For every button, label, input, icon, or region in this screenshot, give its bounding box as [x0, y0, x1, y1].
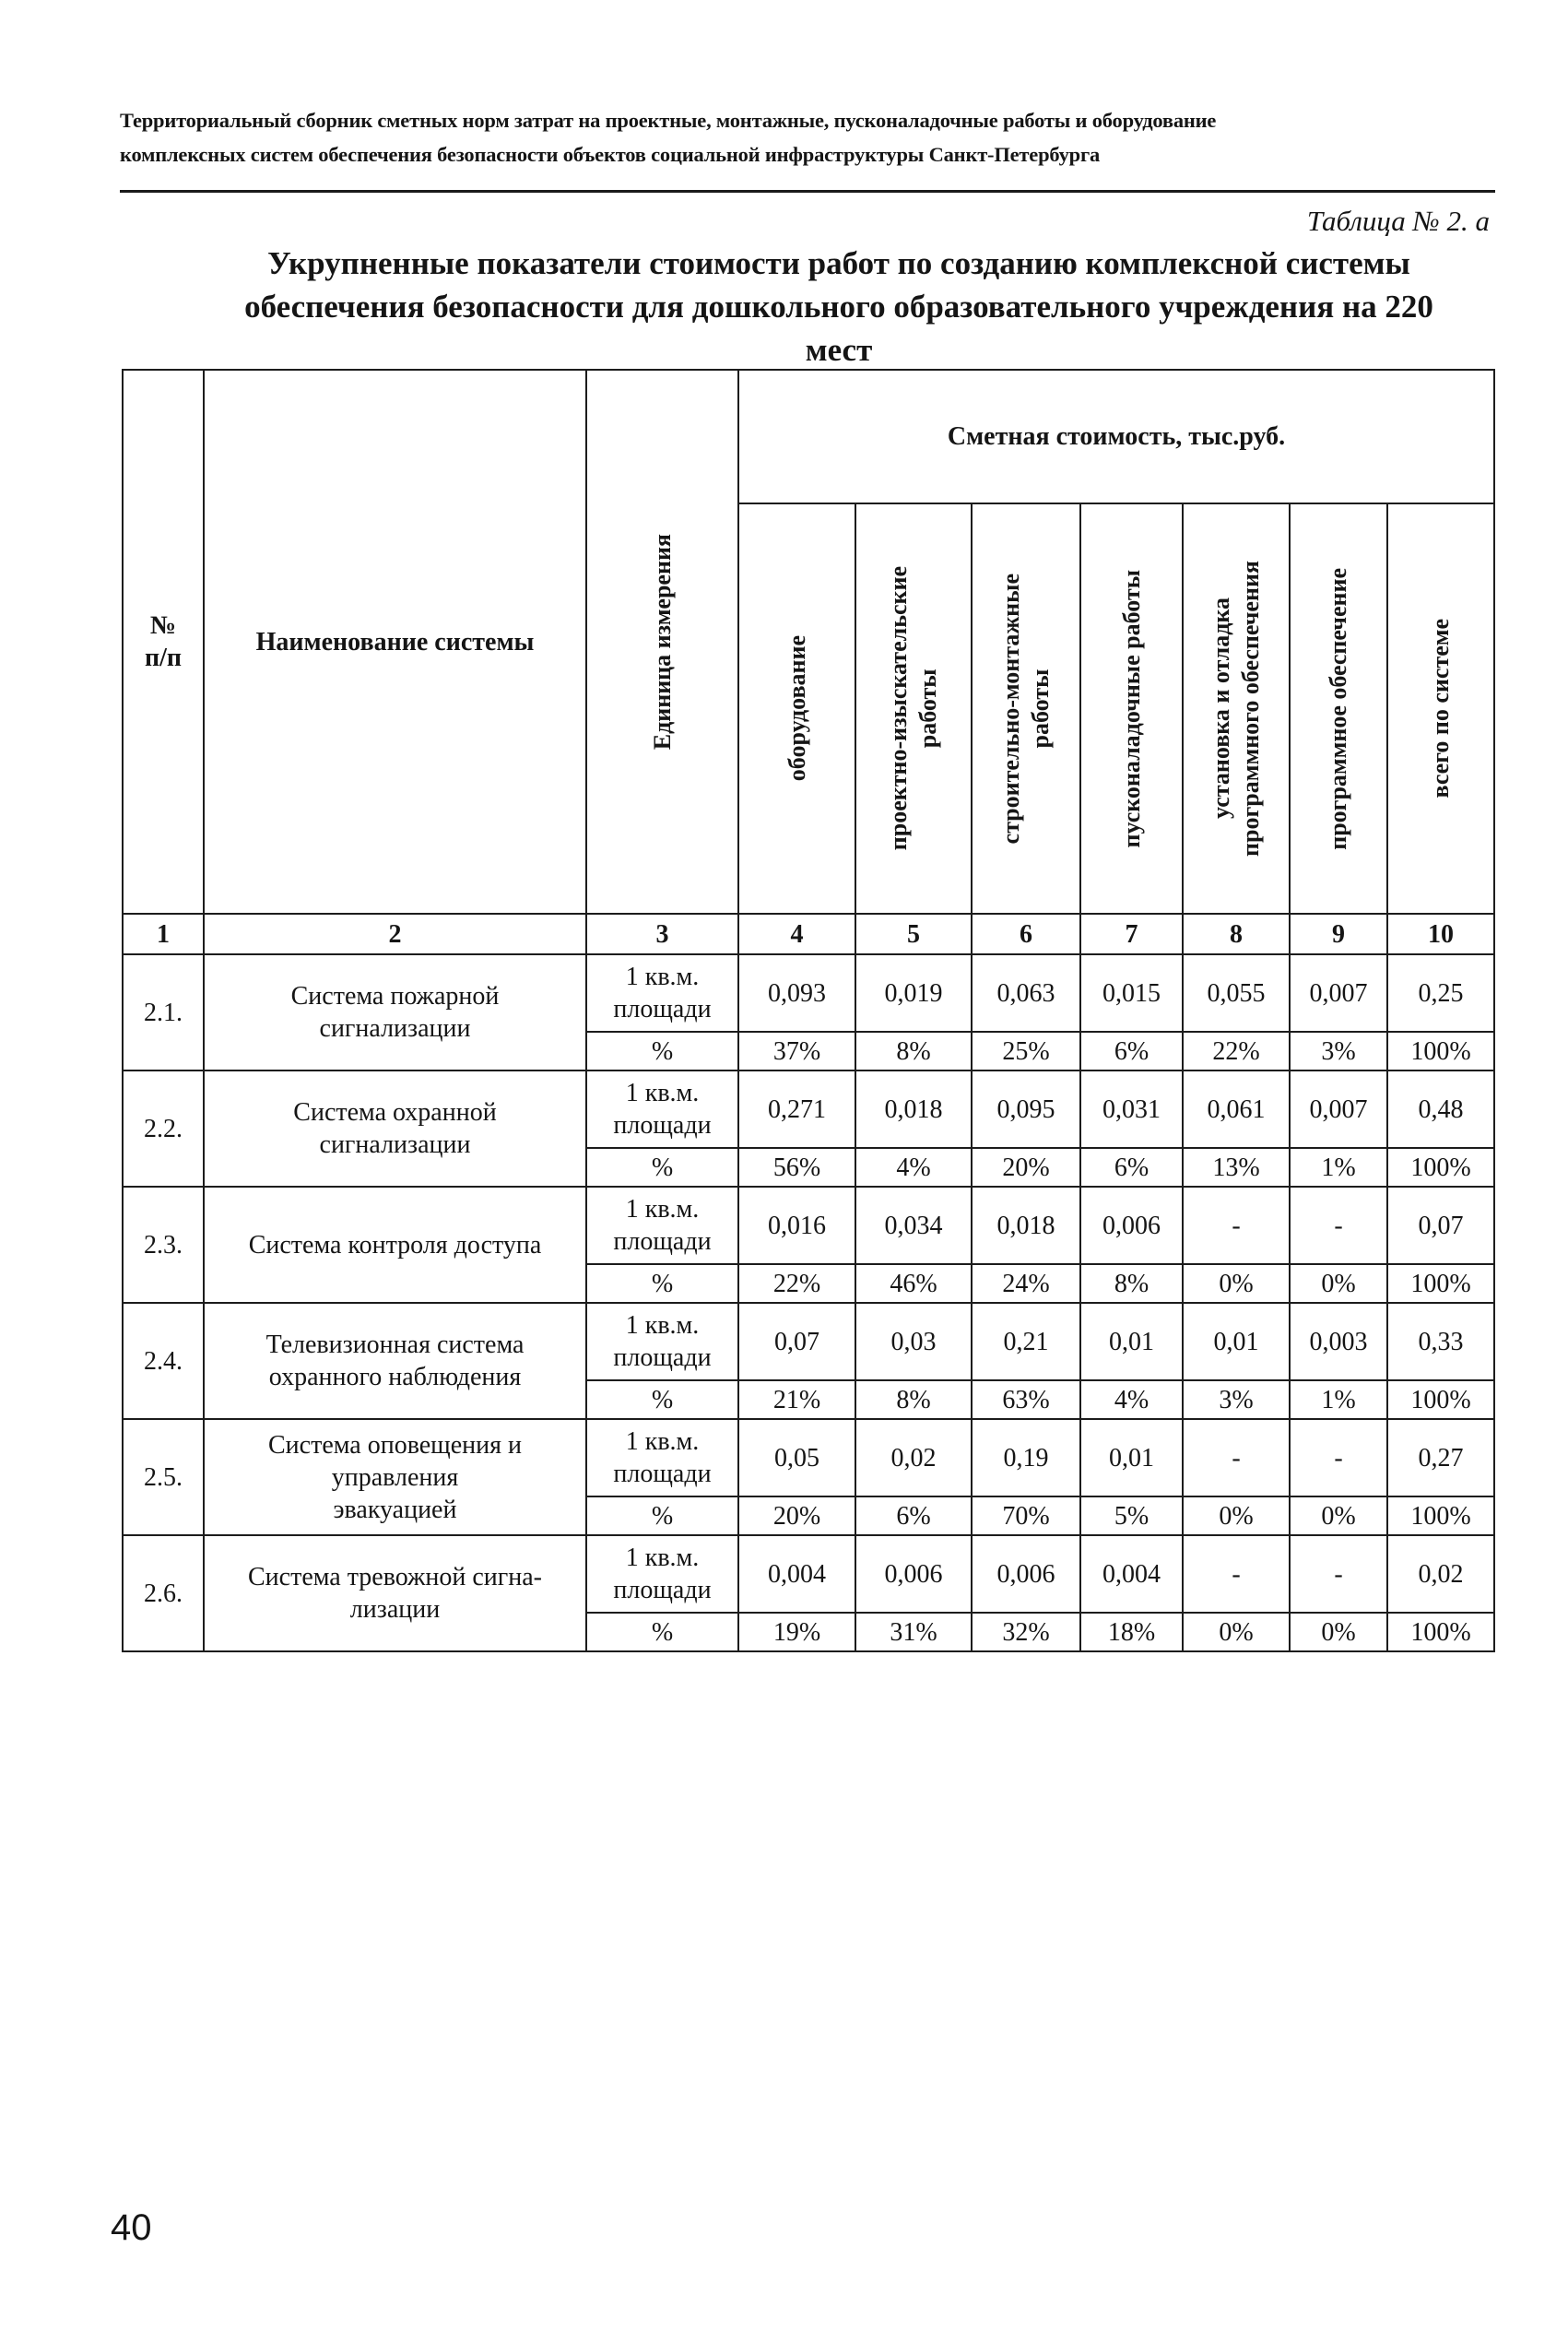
percent-value: 100%	[1387, 1032, 1494, 1070]
system-name-line: Система контроля доступа	[248, 1230, 542, 1260]
column-number: 8	[1183, 914, 1290, 954]
percent-value: 25%	[972, 1032, 1080, 1070]
header-num: № п/п	[123, 370, 204, 914]
cost-value: 0,007	[1290, 954, 1387, 1032]
percent-value: 0%	[1183, 1613, 1290, 1651]
percent-value: 63%	[972, 1380, 1080, 1419]
cost-value: 0,063	[972, 954, 1080, 1032]
row-number: 2.1.	[123, 954, 204, 1070]
percent-value: 20%	[738, 1496, 855, 1535]
header-line-1: Территориальный сборник сметных норм затрат на проектные, монтажные, пусконаладочные работы и оборудование	[120, 109, 1217, 132]
percent-value: 0%	[1290, 1613, 1387, 1651]
percent-unit: %	[586, 1032, 738, 1070]
title-line-1: Укрупненные показатели стоимости работ по созданию комплексной системы	[267, 245, 1410, 281]
page-number: 40	[111, 2207, 152, 2248]
percent-value: 32%	[972, 1613, 1080, 1651]
cost-value: 0,03	[855, 1303, 972, 1380]
title-line-2: обеспечения безопасности для дошкольного образовательного учреждения на 220	[244, 289, 1433, 325]
column-number: 7	[1080, 914, 1183, 954]
column-number: 5	[855, 914, 972, 954]
cost-value: 0,01	[1080, 1419, 1183, 1496]
unit-line: площади	[613, 1460, 712, 1488]
percent-value: 8%	[855, 1032, 972, 1070]
cost-value: 0,07	[738, 1303, 855, 1380]
unit-cell	[586, 1535, 738, 1613]
unit-line: площади	[613, 1343, 712, 1372]
percent-value: 31%	[855, 1613, 972, 1651]
cost-value: 0,01	[1080, 1303, 1183, 1380]
cost-value: 0,21	[972, 1303, 1080, 1380]
system-name-line: Система оповещения и	[268, 1430, 522, 1460]
system-name-line: управления	[331, 1462, 459, 1492]
cost-value: 0,061	[1183, 1070, 1290, 1148]
percent-value: 4%	[855, 1148, 972, 1187]
system-name	[204, 1187, 586, 1303]
cost-value: 0,004	[1080, 1535, 1183, 1613]
percent-value: 3%	[1183, 1380, 1290, 1419]
cost-value: 0,33	[1387, 1303, 1494, 1380]
cost-value: 0,07	[1387, 1187, 1494, 1264]
percent-unit: %	[586, 1264, 738, 1303]
system-name-line: лизации	[349, 1595, 441, 1624]
percent-value: 6%	[1080, 1148, 1183, 1187]
header-unit: Единица измерения	[586, 370, 738, 914]
system-name-line: сигнализации	[319, 1130, 471, 1159]
unit-line: площади	[613, 1111, 712, 1140]
percent-value: 0%	[1183, 1264, 1290, 1303]
table-row	[123, 1187, 1494, 1264]
percent-unit: %	[586, 1380, 738, 1419]
percent-value: 3%	[1290, 1032, 1387, 1070]
percent-value: 6%	[855, 1496, 972, 1535]
system-name-line: Система тревожной сигна-	[248, 1563, 542, 1591]
cost-value: 0,016	[738, 1187, 855, 1264]
percent-value: 46%	[855, 1264, 972, 1303]
system-name-line: Система охранной	[293, 1098, 497, 1127]
header-col7: пусконаладочные работы	[1080, 503, 1183, 914]
unit-line: 1 кв.м.	[625, 1195, 700, 1224]
percent-unit: %	[586, 1613, 738, 1651]
percent-value: 100%	[1387, 1148, 1494, 1187]
unit-line: 1 кв.м.	[625, 1079, 700, 1107]
cost-value: 0,055	[1183, 954, 1290, 1032]
table-row	[123, 1535, 1494, 1613]
header-divider	[120, 190, 1495, 193]
unit-cell	[586, 1419, 738, 1496]
unit-line: площади	[613, 995, 712, 1023]
table-row	[123, 1303, 1494, 1380]
percent-value: 70%	[972, 1496, 1080, 1535]
column-number: 6	[972, 914, 1080, 954]
system-name	[204, 1535, 586, 1651]
cost-value: 0,007	[1290, 1070, 1387, 1148]
unit-line: 1 кв.м.	[625, 1544, 700, 1572]
cost-value: 0,006	[855, 1535, 972, 1613]
cost-value: 0,019	[855, 954, 972, 1032]
table-label: Таблица № 2. а	[1306, 205, 1490, 237]
cost-value: 0,006	[972, 1535, 1080, 1613]
system-name-line: Телевизионная система	[265, 1331, 525, 1359]
unit-cell	[586, 1303, 738, 1380]
system-name-line: Система пожарной	[290, 982, 500, 1011]
unit-line: 1 кв.м.	[625, 1311, 700, 1340]
percent-value: 56%	[738, 1148, 855, 1187]
header-col8: установка и отладка программного обеспечения	[1183, 503, 1290, 914]
row-number: 2.4.	[123, 1303, 204, 1419]
system-name-line: сигнализации	[319, 1014, 471, 1043]
table-row	[123, 1070, 1494, 1148]
system-name	[204, 1070, 586, 1187]
header-col10: всего по системе	[1387, 503, 1494, 914]
percent-unit: %	[586, 1148, 738, 1187]
header-col5: проектно-изыскательские работы	[855, 503, 972, 914]
system-name	[204, 1303, 586, 1419]
cost-value: 0,271	[738, 1070, 855, 1148]
column-number: 3	[586, 914, 738, 954]
percent-value: 100%	[1387, 1496, 1494, 1535]
cost-value: 0,01	[1183, 1303, 1290, 1380]
cost-value: 0,02	[1387, 1535, 1494, 1613]
cost-value: 0,018	[855, 1070, 972, 1148]
system-name-line: эвакуацией	[333, 1495, 457, 1524]
system-name-line: охранного наблюдения	[268, 1363, 522, 1391]
percent-value: 24%	[972, 1264, 1080, 1303]
column-number-row	[123, 914, 1494, 954]
cost-value: 0,19	[972, 1419, 1080, 1496]
header-col4: оборудование	[738, 503, 855, 914]
unit-cell	[586, 1187, 738, 1264]
cost-value: 0,006	[1080, 1187, 1183, 1264]
cost-value: 0,05	[738, 1419, 855, 1496]
cost-value: 0,095	[972, 1070, 1080, 1148]
percent-value: 1%	[1290, 1148, 1387, 1187]
system-name	[204, 954, 586, 1070]
cost-value: 0,034	[855, 1187, 972, 1264]
table-row	[123, 1419, 1494, 1496]
unit-line: 1 кв.м.	[625, 1427, 700, 1456]
column-number: 10	[1387, 914, 1494, 954]
column-number: 4	[738, 914, 855, 954]
cost-value: 0,018	[972, 1187, 1080, 1264]
cost-value: -	[1290, 1187, 1387, 1264]
cost-value: 0,48	[1387, 1070, 1494, 1148]
percent-value: 0%	[1290, 1496, 1387, 1535]
percent-value: 13%	[1183, 1148, 1290, 1187]
percent-value: 18%	[1080, 1613, 1183, 1651]
percent-value: 0%	[1183, 1496, 1290, 1535]
table-title	[184, 242, 1493, 372]
row-number: 2.5.	[123, 1419, 204, 1535]
unit-line: площади	[613, 1227, 712, 1256]
percent-value: 5%	[1080, 1496, 1183, 1535]
percent-value: 1%	[1290, 1380, 1387, 1419]
row-number: 2.6.	[123, 1535, 204, 1651]
unit-cell	[586, 954, 738, 1032]
percent-value: 37%	[738, 1032, 855, 1070]
cost-value: 0,02	[855, 1419, 972, 1496]
unit-line: 1 кв.м.	[625, 963, 700, 991]
percent-unit: %	[586, 1496, 738, 1535]
percent-value: 100%	[1387, 1264, 1494, 1303]
cost-value: -	[1183, 1419, 1290, 1496]
table-row	[123, 954, 1494, 1032]
column-number: 2	[204, 914, 586, 954]
percent-value: 100%	[1387, 1613, 1494, 1651]
cost-value: 0,015	[1080, 954, 1183, 1032]
unit-cell	[586, 1070, 738, 1148]
cost-value: 0,27	[1387, 1419, 1494, 1496]
cost-value: 0,004	[738, 1535, 855, 1613]
cost-value: 0,003	[1290, 1303, 1387, 1380]
cost-value: 0,25	[1387, 954, 1494, 1032]
cost-value: -	[1290, 1419, 1387, 1496]
cost-value: -	[1183, 1187, 1290, 1264]
percent-value: 100%	[1387, 1380, 1494, 1419]
header-col6: строительно-монтажные работы	[972, 503, 1080, 914]
cost-value: 0,031	[1080, 1070, 1183, 1148]
system-name	[204, 1419, 586, 1535]
cost-value: 0,093	[738, 954, 855, 1032]
percent-value: 8%	[1080, 1264, 1183, 1303]
percent-value: 0%	[1290, 1264, 1387, 1303]
column-number: 1	[123, 914, 204, 954]
document-header	[120, 103, 1493, 172]
title-line-3: мест	[805, 332, 873, 368]
cost-value: -	[1183, 1535, 1290, 1613]
percent-value: 20%	[972, 1148, 1080, 1187]
percent-value: 4%	[1080, 1380, 1183, 1419]
percent-value: 22%	[738, 1264, 855, 1303]
row-number: 2.3.	[123, 1187, 204, 1303]
cost-table	[122, 369, 1495, 1652]
percent-value: 8%	[855, 1380, 972, 1419]
row-number: 2.2.	[123, 1070, 204, 1187]
percent-value: 21%	[738, 1380, 855, 1419]
header-name: Наименование системы	[204, 370, 586, 914]
percent-value: 19%	[738, 1613, 855, 1651]
unit-line: площади	[613, 1576, 712, 1604]
header-cost-group: Сметная стоимость, тыс.руб.	[738, 370, 1494, 503]
header-line-2: комплексных систем обеспечения безопасности объектов социальной инфраструктуры Санкт-Петербурга	[120, 143, 1101, 166]
cost-value: -	[1290, 1535, 1387, 1613]
percent-value: 22%	[1183, 1032, 1290, 1070]
header-col9: программное обеспечение	[1290, 503, 1387, 914]
column-number: 9	[1290, 914, 1387, 954]
percent-value: 6%	[1080, 1032, 1183, 1070]
